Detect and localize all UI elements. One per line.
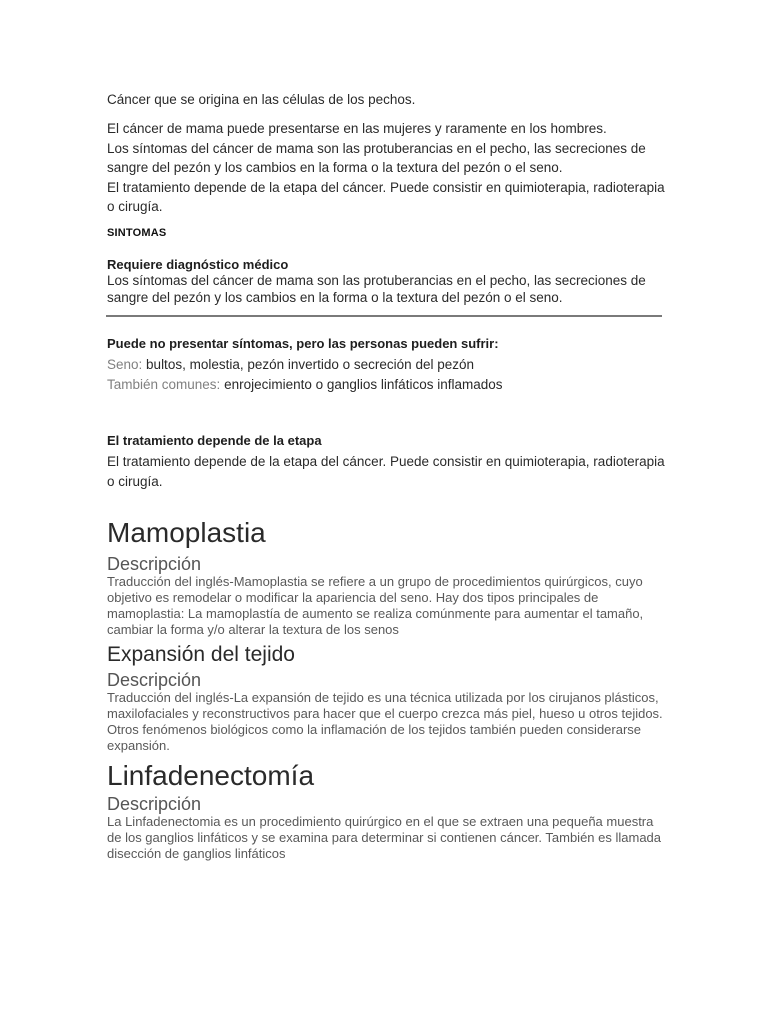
section-subtitle: Descripción	[107, 554, 202, 574]
section-subtitle: Descripción	[107, 670, 202, 690]
diagnosis-block	[107, 257, 667, 306]
diagnosis-text: Los síntomas del cáncer de mama son las protuberancias en el pecho, las secreciones de sangre del pezón y los cambios en la forma o la textura del pezón o el seno.	[107, 273, 646, 305]
overview-line-3: El tratamiento depende de la etapa del cáncer. Puede consistir en quimioterapia, radioterapia o cirugía.	[107, 179, 665, 214]
section-mamoplastia	[107, 517, 667, 638]
treatment-block	[107, 433, 667, 491]
overview-line-2: Los síntomas del cáncer de mama son las protuberancias en el pecho, las secreciones de sangre del pezón y los cambios en la forma o la textura del pezón o el seno.	[107, 140, 646, 175]
symptom-item	[107, 375, 667, 395]
section-description: La Linfadenectomia es un procedimiento quirúrgico en el que se extraen una pequeña muestra de los ganglios linfáticos y se examina para determinar si contienen cáncer. También es llamada disección de ganglios linfáticos	[107, 814, 662, 861]
symptom-label: También comunes:	[107, 376, 221, 392]
symptom-value: enrojecimiento o ganglios linfáticos inflamados	[224, 376, 503, 392]
section-subtitle: Descripción	[107, 794, 202, 814]
diagnosis-heading: Requiere diagnóstico médico	[107, 257, 289, 272]
symptoms-list-heading: Puede no presentar síntomas, pero las personas pueden sufrir:	[107, 336, 499, 351]
symptom-value: bultos, molestia, pezón invertido o secreción del pezón	[146, 357, 474, 372]
symptom-label: Seno:	[107, 357, 143, 372]
treatment-heading: El tratamiento depende de la etapa	[107, 433, 322, 448]
section-expansion	[107, 643, 667, 754]
section-linfadenectomia	[107, 760, 667, 862]
section-description: Traducción del inglés-La expansión de tejido es una técnica utilizada por los cirujanos plásticos, maxilofaciales y reconstructivos para hacer que el cuerpo crezca más piel, hueso u otros tejidos. Otros fenómenos biológicos como la inflamación de los tejidos también pueden considerarse expansión.	[107, 690, 663, 753]
section-title: Mamoplastia	[107, 517, 266, 548]
symptoms-heading: SINTOMAS	[107, 227, 167, 239]
symptom-item	[107, 355, 667, 375]
intro-text: Cáncer que se origina en las células de los pechos.	[107, 92, 416, 107]
overview-line-1: El cáncer de mama puede presentarse en las mujeres y raramente en los hombres.	[107, 121, 607, 136]
section-title: Expansión del tejido	[107, 643, 295, 666]
symptoms-block	[107, 336, 667, 394]
overview-block	[107, 119, 667, 217]
section-title: Linfadenectomía	[107, 760, 315, 791]
treatment-text: El tratamiento depende de la etapa del cáncer. Puede consistir en quimioterapia, radioterapia o cirugía.	[107, 454, 665, 489]
section-description: Traducción del inglés-Mamoplastia se refiere a un grupo de procedimientos quirúrgicos, cuyo objetivo es remodelar o modificar la apariencia del seno. Hay dos tipos principales de mamoplastia: La mamoplastía de aumento se realiza comúnmente para aumentar el tamaño, cambiar la forma y/o alterar la textura de los senos	[107, 574, 644, 637]
section-divider	[106, 315, 662, 317]
